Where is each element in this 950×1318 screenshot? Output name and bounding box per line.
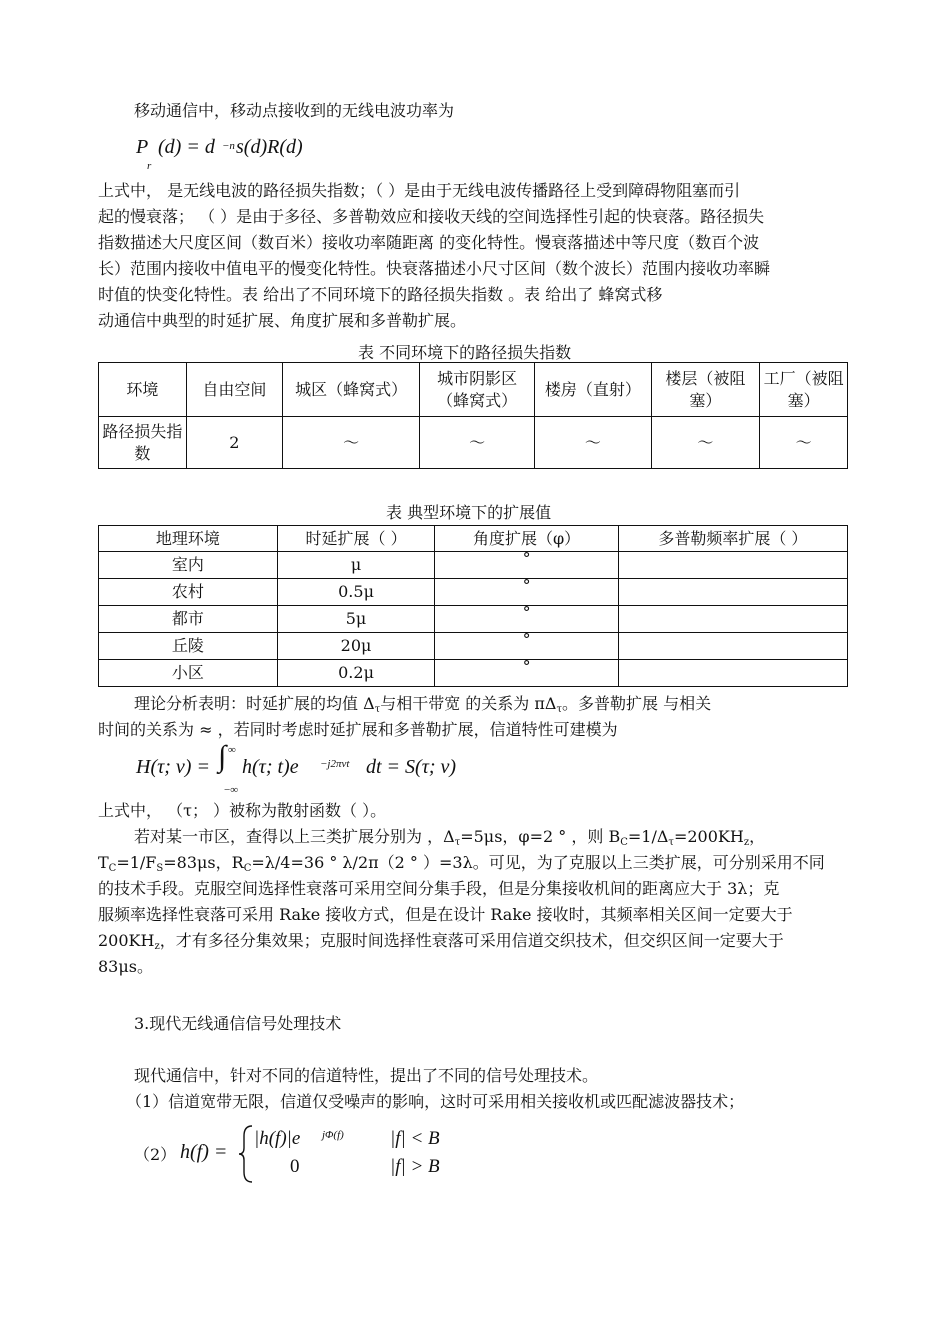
table1-header: 环境 (99, 363, 187, 417)
integral-upper: ∞ (228, 744, 236, 756)
case1-condition: |f| < B (390, 1128, 440, 1149)
table-path-loss (98, 362, 848, 469)
case2-expr: 0 (290, 1156, 300, 1177)
table1-header: 城市阴影区（蜂窝式） (420, 363, 535, 417)
formula-rhs: s(d)R(d) (236, 136, 303, 158)
table2-cell: 都市 (99, 606, 278, 633)
formula2-exp: −j2πvt (320, 758, 350, 770)
para2-line2: 时间的关系为 ≈ ，若同时考虑时延扩展和多普勒扩展，信道特性可建模为 (98, 720, 618, 739)
table2-cell (618, 579, 847, 606)
para1-line: 上式中， 是无线电波的路径损失指数；（ ）是由于无线电波传播路径上受到障碍物阻塞而引 (98, 181, 741, 200)
table2-cell: 5μ (277, 606, 435, 633)
table2-cell: 小区 (99, 660, 278, 687)
formula-lhs-sub: r (147, 160, 152, 172)
intro-text: 移动通信中，移动点接收到的无线电波功率为 (134, 101, 455, 120)
formula-exp: −n (222, 140, 235, 152)
table1-cell: ～ (420, 417, 535, 469)
table2-cell (618, 660, 847, 687)
formula2-rhs: dt = S(τ; v) (366, 756, 457, 778)
table2-cell: ° (435, 606, 618, 633)
formula2-body: h(τ; t)e (242, 756, 299, 778)
formula2-lhs: H(τ; v) = (136, 756, 210, 778)
table1-header: 自由空间 (186, 363, 282, 417)
para1-line: 起的慢衰落； （ ）是由于多径、多普勒效应和接收天线的空间选择性引起的快衰落。路径损失 (98, 207, 765, 226)
table2-cell: μ (277, 552, 435, 579)
table2-cell: 农村 (99, 579, 278, 606)
table2-cell (618, 633, 847, 660)
table1-header: 工厂（被阻塞） (760, 363, 848, 417)
table2-cell: ° (435, 633, 618, 660)
para1-line: 指数描述大尺度区间（数百米）接收功率随距离 的变化特性。慢衰落描述中等尺度（数百个波 (98, 233, 760, 252)
table1-caption: 表 不同环境下的路径损失指数 (358, 343, 572, 362)
table2-cell: 20μ (277, 633, 435, 660)
table2-cell: ° (435, 579, 618, 606)
para1-line: 长）范围内接收中值电平的慢变化特性。快衰落描述小尺寸区间（数个波长）范围内接收功率瞬 (98, 259, 771, 278)
item1: （1）信道宽带无限，信道仅受噪声的影响，这时可采用相关接收机或匹配滤波器技术； (126, 1092, 745, 1111)
para4-line6: 83μs。 (98, 957, 153, 976)
para4-line5: $200KH_z$，才有多径分集效果；克服时间选择性衰落可采用信道交织技术，但交织区间一定要大于 (98, 931, 784, 952)
table-spread-values (98, 525, 848, 687)
table1-cell: ～ (760, 417, 848, 469)
item2-label: （2） (134, 1145, 177, 1164)
para4-line2: $T_C=1/F_S=83\mu s$，$R_C=\lambda/4=36$ ° λ/2π（2 ° ）=3λ。可见，为了克服以上三类扩展，可分别采用不同 (98, 853, 825, 874)
para4-line1: 若对某一市区，查得以上三类扩展分别为 ，$\Delta_\tau=5\mu s$，φ=2 ° ，则 $B_C=1/\Delta_\tau=200KH_z$， (134, 827, 766, 848)
table1-cell: ～ (282, 417, 419, 469)
table2-cell (618, 606, 847, 633)
table2-cell: 丘陵 (99, 633, 278, 660)
integral-sign: ∫ (218, 740, 227, 773)
para5: 现代通信中，针对不同的信道特性，提出了不同的信号处理技术。 (134, 1066, 599, 1085)
formula-mid: (d) = d (158, 136, 215, 158)
table1-cell: ～ (534, 417, 651, 469)
table1-header: 楼房（直射） (534, 363, 651, 417)
table2-header: 多普勒频率扩展（ ） (618, 526, 847, 552)
table2-cell: ° (435, 660, 618, 687)
table2-cell: 0.2μ (277, 660, 435, 687)
para1-line: 动通信中典型的时延扩展、角度扩展和多普勒扩展。 (98, 311, 467, 330)
para4-line4: 服频率选择性衰落可采用 Rake 接收方式，但是在设计 Rake 接收时，其频率相关区间一定要大于 (98, 905, 793, 924)
para1-line: 时值的快变化特性。表 给出了不同环境下的路径损失指数 。表 给出了 蜂窝式移 (98, 285, 663, 304)
table1-cell: 2 (186, 417, 282, 469)
integral-lower: −∞ (224, 784, 239, 796)
formula-lhs: P (136, 136, 149, 158)
table1-cell: 路径损失指数 (99, 417, 187, 469)
table2-cell: 室内 (99, 552, 278, 579)
para2-line1: 理论分析表明：时延扩展的均值 $\Delta_\tau$与相干带宽 的关系为 $\pi\Delta_\tau$。多普勒扩展 与相关 (134, 694, 712, 715)
case2-condition: |f| > B (390, 1156, 440, 1177)
table2-cell: 0.5μ (277, 579, 435, 606)
table2-header: 时延扩展（ ） (277, 526, 435, 552)
table2-header: 地理环境 (99, 526, 278, 552)
table2-header: 角度扩展（φ） (435, 526, 618, 552)
para4-line3: 的技术手段。克服空间选择性衰落可采用空间分集手段，但是分集接收机间的距离应大于 3λ；克 (98, 879, 780, 898)
table1-cell: ～ (651, 417, 759, 469)
table2-caption: 表 典型环境下的扩展值 (386, 503, 552, 522)
case1-exp: jΦ(f) (322, 1129, 344, 1141)
case1-expr: |h(f)|e (254, 1128, 301, 1149)
section-heading: 3.现代无线通信信号处理技术 (134, 1014, 342, 1033)
table1-header: 城区（蜂窝式） (282, 363, 419, 417)
table1-header: 楼层（被阻塞） (651, 363, 759, 417)
para3: 上式中， （τ； ）被称为散射函数（ ）。 (98, 801, 387, 820)
piecewise-lhs: h(f) = (180, 1141, 228, 1163)
table2-cell: ° (435, 552, 618, 579)
table2-cell (618, 552, 847, 579)
